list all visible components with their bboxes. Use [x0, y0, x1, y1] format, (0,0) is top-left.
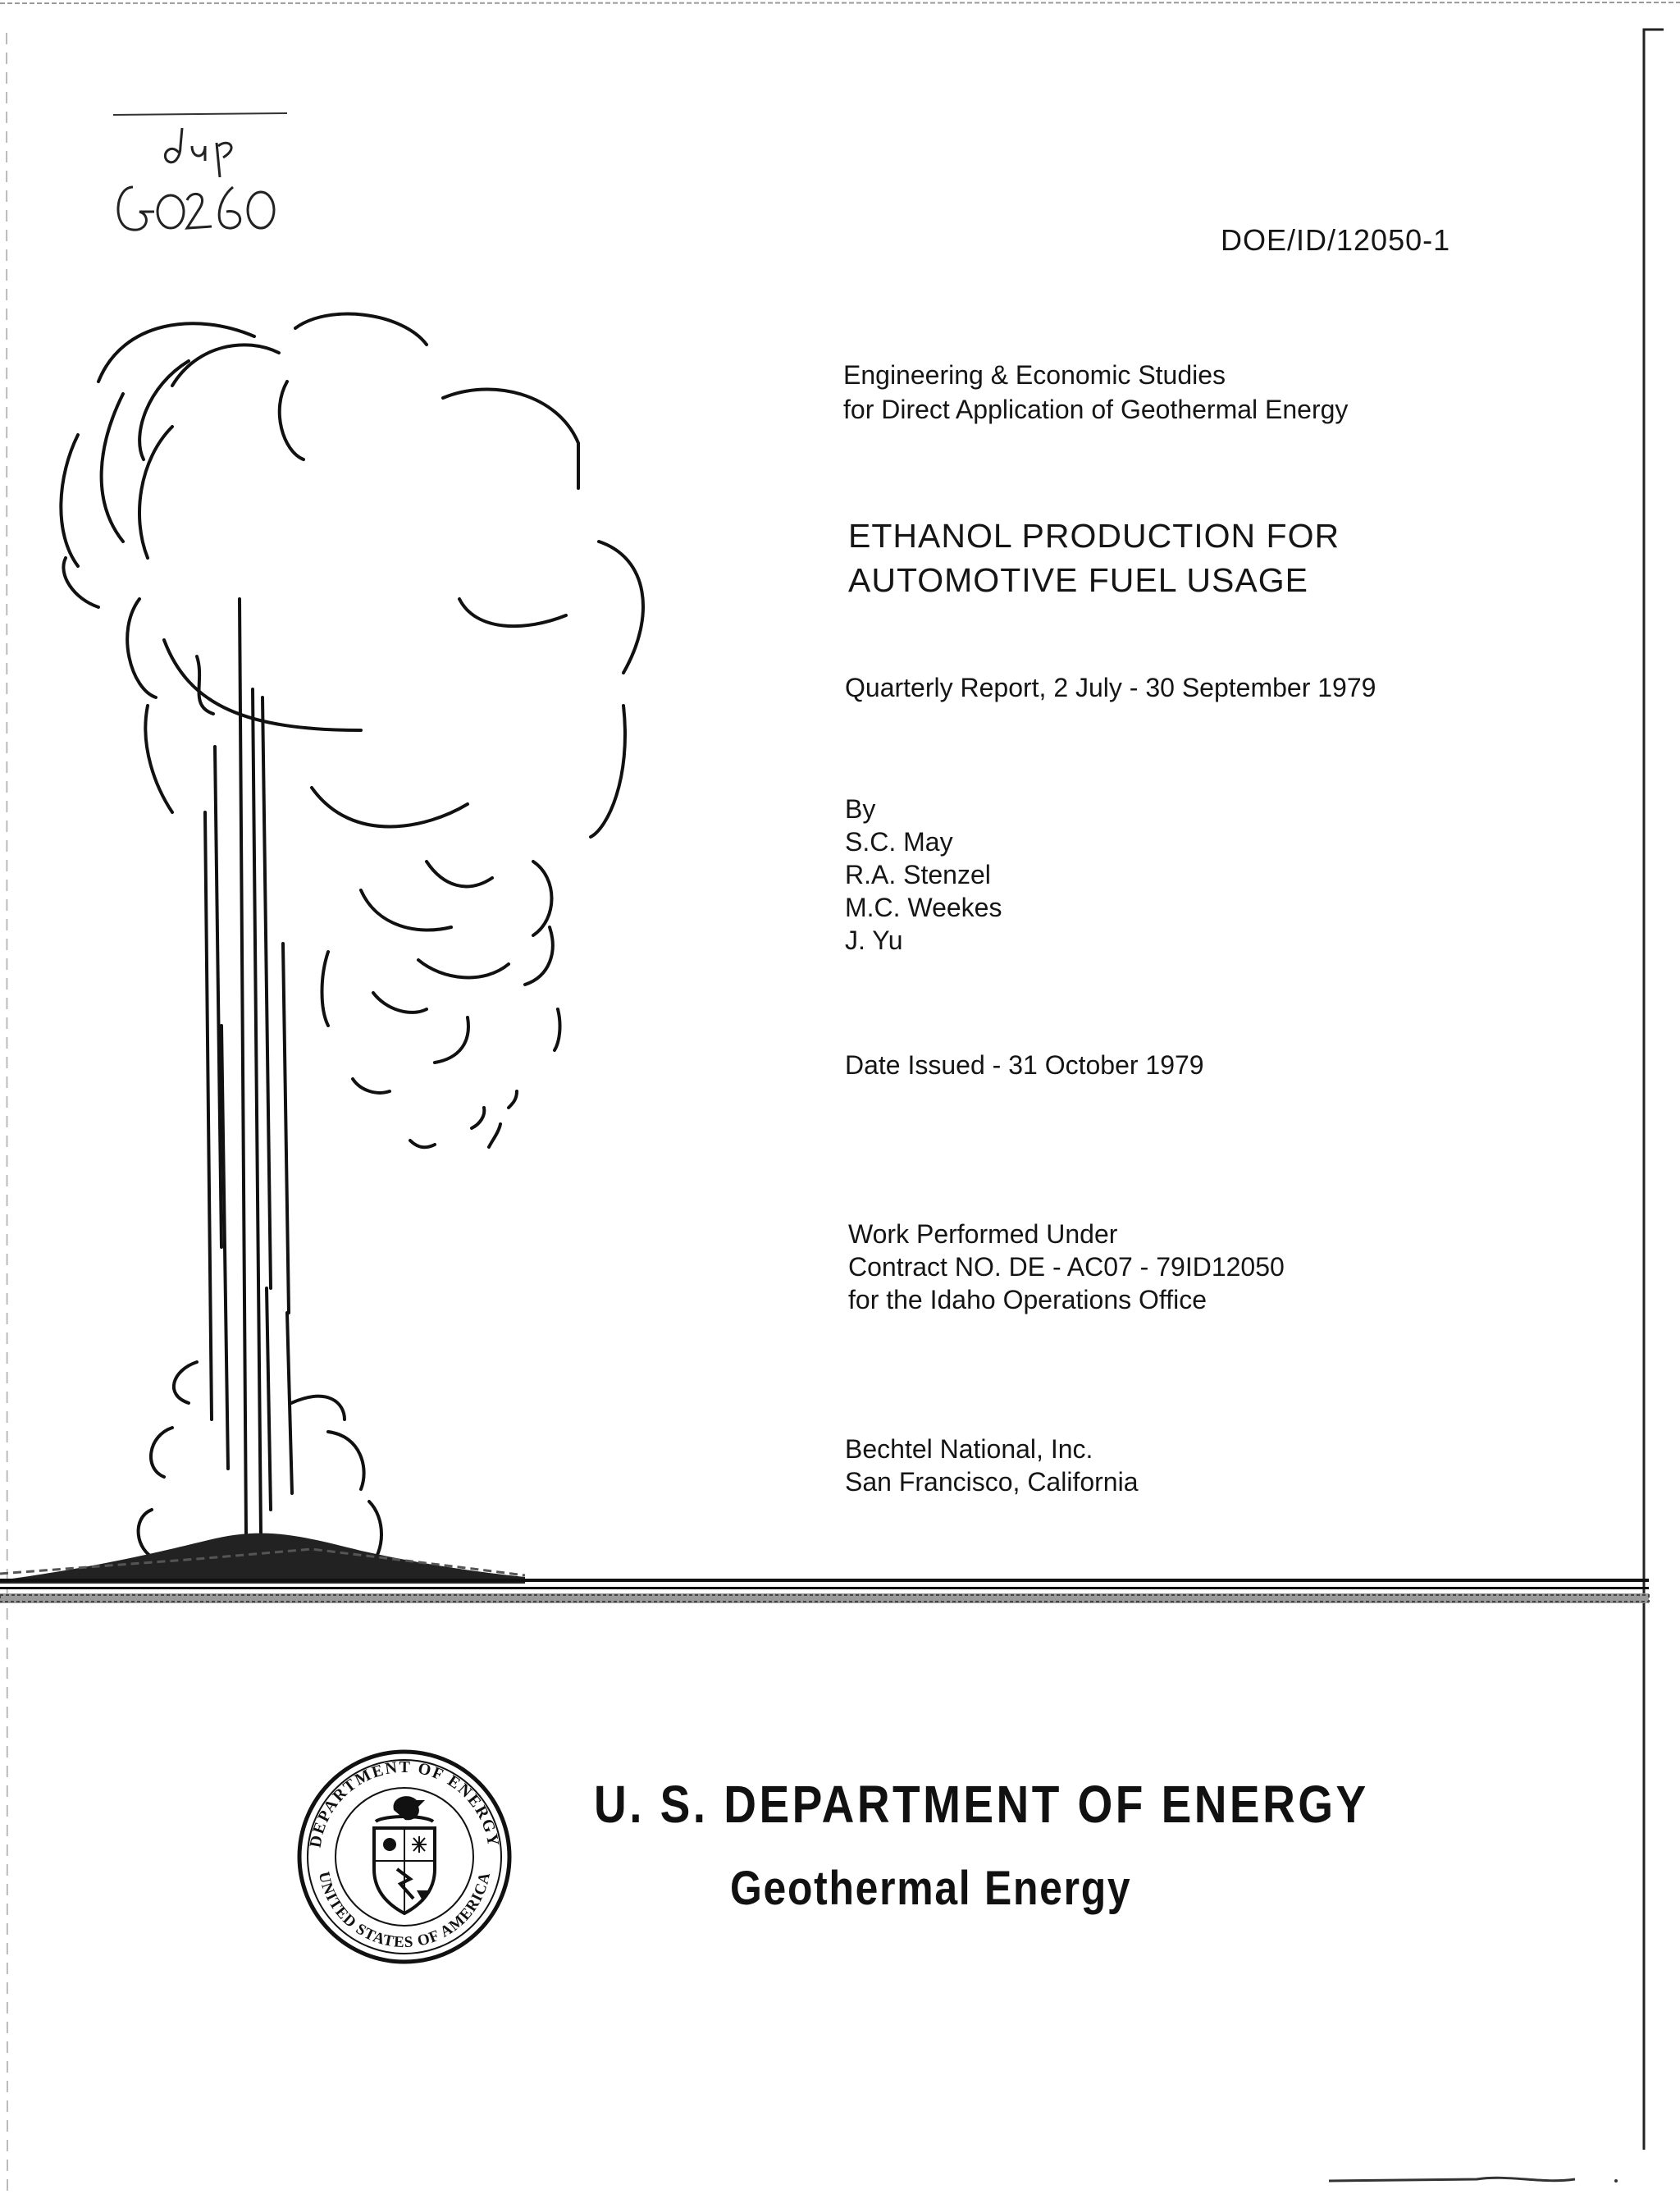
- author-name: J. Yu: [845, 926, 903, 955]
- authors-block: [845, 793, 1002, 957]
- horizontal-divider: [0, 1577, 1680, 1616]
- contract-line-2: Contract NO. DE - AC07 - 79ID12050: [848, 1252, 1285, 1282]
- contract-line-3: for the Idaho Operations Office: [848, 1285, 1207, 1314]
- agency-title: U. S. DEPARTMENT OF ENERGY: [594, 1775, 1369, 1834]
- date-issued: Date Issued - 31 October 1979: [845, 1050, 1204, 1080]
- author-name: R.A. Stenzel: [845, 860, 991, 889]
- report-title: [848, 514, 1340, 602]
- scan-top-edge: [0, 0, 1680, 10]
- report-period: Quarterly Report, 2 July - 30 September 1979: [845, 673, 1376, 702]
- handwritten-note-drawing: [82, 105, 295, 253]
- seal-drawing: [294, 1746, 515, 1968]
- organization-block: [845, 1433, 1138, 1498]
- author-name: M.C. Weekes: [845, 893, 1002, 922]
- contract-block: [848, 1218, 1285, 1316]
- contract-line-1: Work Performed Under: [848, 1219, 1118, 1249]
- geyser-illustration: [0, 304, 673, 1584]
- handwritten-note: [82, 105, 295, 257]
- series-line-2: for Direct Application of Geothermal Energy: [843, 395, 1349, 424]
- series-line-1: Engineering & Economic Studies: [843, 360, 1226, 390]
- organization-location: San Francisco, California: [845, 1467, 1139, 1497]
- author-name: S.C. May: [845, 827, 953, 857]
- by-label: By: [845, 794, 876, 824]
- scan-right-bracket: [1639, 25, 1672, 2158]
- seal-text-top: DEPARTMENT OF ENERGY: [306, 1757, 503, 1849]
- organization-name: Bechtel National, Inc.: [845, 1434, 1093, 1464]
- title-line-2: AUTOMOTIVE FUEL USAGE: [848, 561, 1308, 599]
- title-line-1: ETHANOL PRODUCTION FOR: [848, 517, 1340, 555]
- scan-bottom-mark: [1312, 2166, 1641, 2191]
- report-number: DOE/ID/12050-1: [1221, 223, 1451, 257]
- series-block: [843, 358, 1348, 427]
- department-of-energy-seal-icon: [294, 1746, 515, 1972]
- seal-text-bottom: UNITED STATES OF AMERICA: [314, 1870, 495, 1952]
- agency-subtitle: Geothermal Energy: [730, 1862, 1132, 1915]
